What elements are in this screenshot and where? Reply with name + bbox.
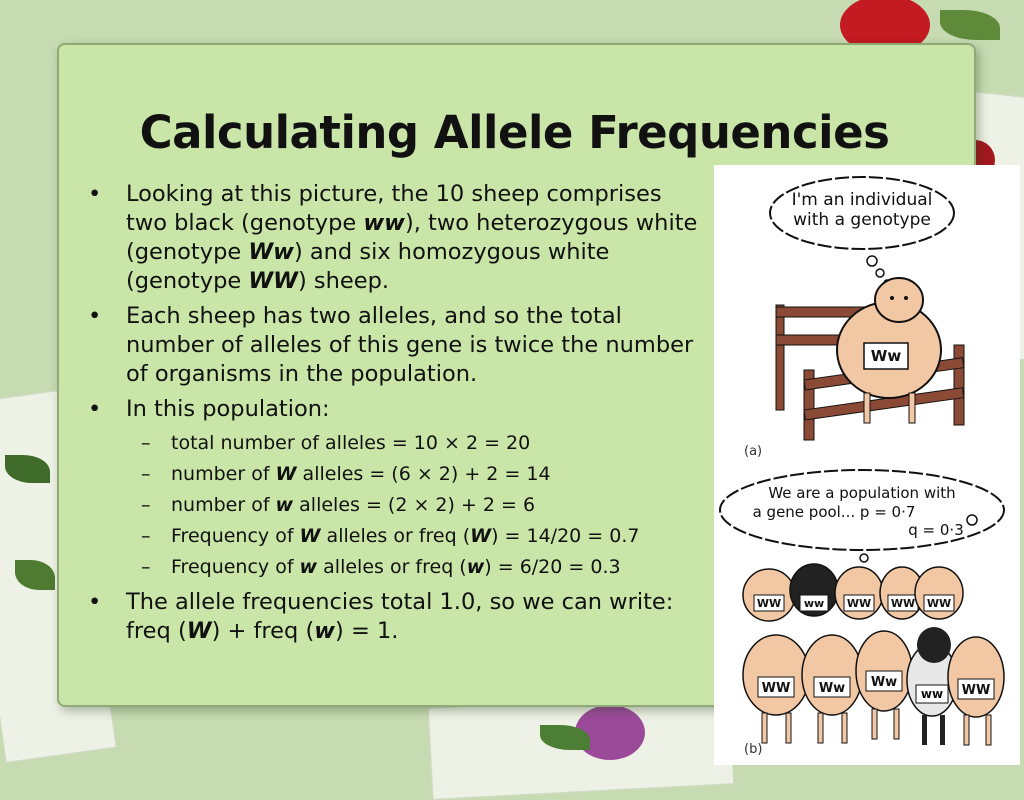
bullet-list bbox=[86, 180, 706, 652]
sheep-front-1 bbox=[743, 635, 809, 743]
genotype-tag-label: Ww bbox=[870, 347, 902, 365]
thought-population-line2: a gene pool... p = 0·7 bbox=[752, 503, 916, 521]
figure-label-b: (b) bbox=[744, 742, 763, 757]
thought-population-line1: We are a population with bbox=[768, 484, 956, 502]
svg-text:WW: WW bbox=[756, 597, 782, 610]
bg-leaf-decor bbox=[940, 10, 1000, 40]
thought-individual-line2: with a genotype bbox=[793, 210, 931, 230]
sub-freq-W: – Frequency of W alleles or freq (W) = 14/20 = 0.7 bbox=[86, 523, 706, 549]
genotype-WW: WW bbox=[248, 268, 298, 294]
thought-bubble-individual bbox=[770, 177, 954, 286]
sheep-back-2-black bbox=[790, 564, 838, 616]
svg-text:ww: ww bbox=[803, 597, 825, 610]
sheep-back-3 bbox=[835, 567, 883, 619]
sheep-front-3 bbox=[856, 631, 912, 739]
sheep-front-2 bbox=[802, 635, 862, 743]
sheep-back-5 bbox=[915, 567, 963, 619]
slide-title: Calculating Allele Frequencies bbox=[139, 106, 890, 159]
thought-population-line3: q = 0·3 bbox=[908, 521, 964, 539]
svg-text:WW: WW bbox=[761, 681, 791, 696]
sheep-back-1 bbox=[743, 569, 795, 621]
bullet-total-frequency: • The allele frequencies total 1.0, so we can write: freq (W) + freq (w) = 1. bbox=[86, 588, 706, 646]
sheep-illustration bbox=[714, 165, 1020, 765]
sub-w-alleles: – number of w alleles = (2 × 2) + 2 = 6 bbox=[86, 492, 706, 518]
bullet-genotypes: • Looking at this picture, the 10 sheep comprises two black (genotype ww), two heterozygous white (genotype Ww) and six homozygous white (genotype WW) sheep. bbox=[86, 180, 706, 296]
bullet-population: • In this population: bbox=[86, 395, 706, 424]
flock-back-row bbox=[743, 564, 963, 621]
svg-text:ww: ww bbox=[920, 687, 944, 701]
thought-bubble-population bbox=[720, 470, 1004, 562]
svg-text:WW: WW bbox=[961, 683, 991, 698]
figure-label-a: (a) bbox=[744, 444, 763, 459]
sub-W-alleles: – number of W alleles = (6 × 2) + 2 = 14 bbox=[86, 461, 706, 487]
sub-total-alleles: – total number of alleles = 10 × 2 = 20 bbox=[86, 430, 706, 456]
svg-text:WW: WW bbox=[926, 597, 952, 610]
sheep-illustration-svg bbox=[714, 165, 1020, 765]
svg-text:Ww: Ww bbox=[870, 675, 898, 690]
flock-front-row bbox=[743, 627, 1004, 745]
svg-text:WW: WW bbox=[890, 597, 916, 610]
genotype-Ww: Ww bbox=[248, 239, 294, 265]
bullet-two-alleles: • Each sheep has two alleles, and so the total number of alleles of this gene is twice the number of organisms in the population. bbox=[86, 302, 706, 389]
sub-freq-w: – Frequency of w alleles or freq (w) = 6/20 = 0.3 bbox=[86, 554, 706, 580]
genotype-ww: ww bbox=[363, 210, 405, 236]
sheep-front-5 bbox=[948, 637, 1004, 745]
svg-text:Ww: Ww bbox=[818, 681, 846, 696]
thought-individual-line1: I'm an individual bbox=[791, 190, 933, 210]
svg-text:WW: WW bbox=[846, 597, 872, 610]
